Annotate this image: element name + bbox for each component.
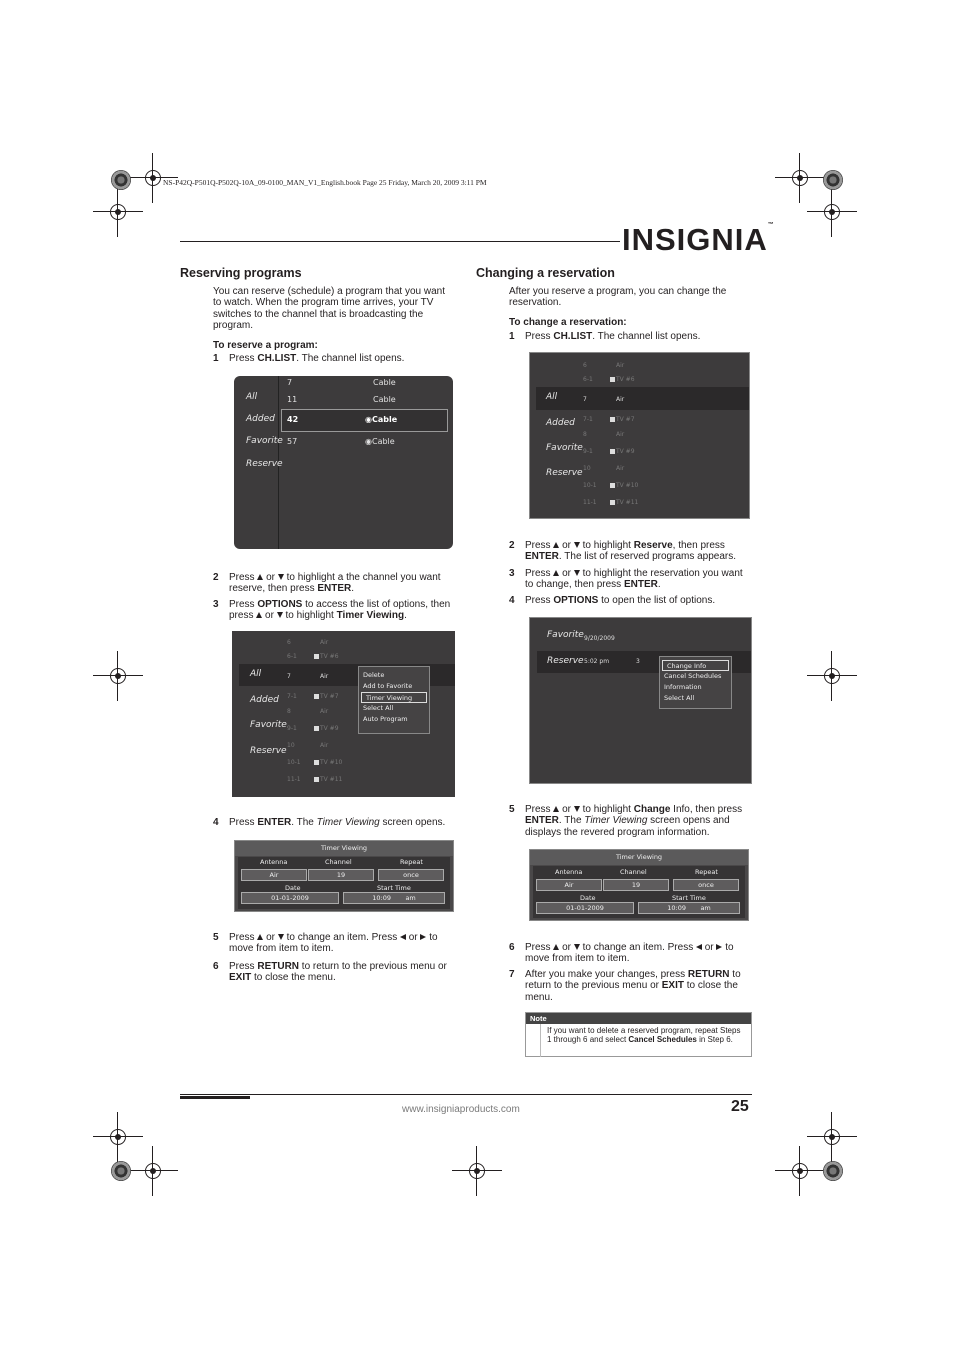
category-favorite: Favorite <box>250 720 287 730</box>
category-reserve: Reserve <box>246 459 283 469</box>
channel-type: TV #9 <box>610 448 635 455</box>
channel-type: TV #11 <box>610 499 638 506</box>
category-all: All <box>246 392 258 402</box>
channel-number: 7 <box>287 378 293 387</box>
menu-item-timer-viewing[interactable]: Timer Viewing <box>361 692 427 703</box>
channel-type: TV #10 <box>314 759 342 766</box>
registration-mark <box>462 1156 492 1186</box>
timer-title: Timer Viewing <box>530 850 748 865</box>
subheading: To change a reservation: <box>509 317 627 328</box>
date-label: Date <box>580 894 596 902</box>
color-target <box>823 170 843 190</box>
category-favorite: Favorite <box>246 436 283 446</box>
registration-mark <box>817 661 847 691</box>
channel-label: Channel <box>620 868 647 876</box>
channel-number: 6 <box>287 639 291 646</box>
channel-type: Air <box>320 639 329 646</box>
channel-type: Air <box>320 742 329 749</box>
channel-number: 6 <box>583 362 587 369</box>
channel-type: ◉Cable <box>365 437 395 446</box>
category-reserve: Reserve <box>547 656 584 666</box>
menu-item-select-all[interactable]: Select All <box>664 694 695 702</box>
start-time-label: Start Time <box>377 884 411 892</box>
note-label: Note <box>526 1013 751 1024</box>
start-time-field[interactable]: 10:09 am <box>343 892 445 904</box>
channel-number: 11 <box>287 395 298 404</box>
channel-number: 6-1 <box>287 653 297 660</box>
start-time-label: Start Time <box>672 894 706 902</box>
channel-type: TV #10 <box>610 482 638 489</box>
channel-field[interactable]: 19 <box>603 879 669 891</box>
website-url: www.insigniaproducts.com <box>402 1104 520 1115</box>
channel-number: 10 <box>287 742 295 749</box>
color-target <box>823 1161 843 1181</box>
category-added: Added <box>546 418 575 428</box>
note-box <box>525 1012 752 1057</box>
channel-number: 7 <box>583 396 587 403</box>
channel-number: 9-1 <box>583 448 593 455</box>
channel-type: TV #11 <box>314 776 342 783</box>
channel-number: 8 <box>287 708 291 715</box>
menu-item-select-all[interactable]: Select All <box>363 704 394 712</box>
registration-mark <box>103 197 133 227</box>
options-popup <box>358 666 430 734</box>
repeat-field[interactable]: once <box>378 869 444 881</box>
channel-type: Cable <box>373 395 396 404</box>
timer-viewing-screen <box>529 849 749 921</box>
section-heading-reserving: Reserving programs <box>180 266 302 280</box>
print-header: NS-P42Q-P501Q-P502Q-10A_09-0100_MAN_V1_English.book Page 25 Friday, March 20, 2009 3:11 PM <box>163 178 487 187</box>
category-reserve: Reserve <box>546 468 583 478</box>
channel-number: 7-1 <box>583 416 593 423</box>
menu-item-information[interactable]: Information <box>664 683 702 691</box>
category-added: Added <box>250 695 279 705</box>
channel-type: TV #6 <box>314 653 339 660</box>
timer-title: Timer Viewing <box>235 841 453 856</box>
channel-number: 42 <box>287 415 299 424</box>
channel-number: 8 <box>583 431 587 438</box>
category-all: All <box>546 392 558 402</box>
date-field[interactable]: 01-01-2009 <box>241 892 339 904</box>
channel-type: Air <box>320 708 329 715</box>
options-menu-screen <box>232 631 455 797</box>
channel-number: 7-1 <box>287 693 297 700</box>
antenna-label: Antenna <box>555 868 583 876</box>
registration-mark <box>785 163 815 193</box>
antenna-label: Antenna <box>260 858 288 866</box>
channel-number: 10-1 <box>583 482 597 489</box>
repeat-label: Repeat <box>400 858 423 866</box>
channel-type: TV #7 <box>610 416 635 423</box>
reservation-time: 5:02 pm <box>584 658 610 665</box>
date-label: Date <box>285 884 301 892</box>
menu-item-change-info[interactable]: Change Info <box>662 660 729 671</box>
channel-type: TV #9 <box>314 725 339 732</box>
note-text: If you want to delete a reserved program, repeat Steps 1 through 6 and select Cancel Schedules in Step 6. <box>547 1026 741 1045</box>
insignia-logo: INSIGNIA™ <box>622 222 775 257</box>
channel-type: Air <box>320 673 329 680</box>
timer-viewing-screen <box>234 840 454 912</box>
registration-mark <box>817 1122 847 1152</box>
channel-label: Channel <box>325 858 352 866</box>
section-heading-changing: Changing a reservation <box>476 266 615 280</box>
channel-number: 11-1 <box>287 776 301 783</box>
antenna-field[interactable]: Air <box>241 869 307 881</box>
page-number: 25 <box>731 1098 749 1115</box>
intro-paragraph: You can reserve (schedule) a program that you want to watch. When the program time arrives, your TV switches to the channel that is broadcasting the program. <box>213 286 445 331</box>
channel-type: ◉Cable <box>365 415 398 424</box>
channel-number: 9-1 <box>287 725 297 732</box>
header-rule <box>180 241 620 242</box>
channel-type: Air <box>616 362 625 369</box>
menu-item-auto-program[interactable]: Auto Program <box>363 715 408 723</box>
menu-item-cancel-schedules[interactable]: Cancel Schedules <box>664 672 722 680</box>
menu-item-delete[interactable]: Delete <box>363 671 385 679</box>
channel-number: 6-1 <box>583 376 593 383</box>
registration-mark <box>103 1122 133 1152</box>
repeat-label: Repeat <box>695 868 718 876</box>
channel-type: TV #7 <box>314 693 339 700</box>
subheading: To reserve a program: <box>213 340 318 351</box>
options-popup <box>659 656 732 709</box>
antenna-field[interactable]: Air <box>536 879 602 891</box>
footer-rule <box>180 1094 752 1095</box>
channel-number: 10 <box>583 465 591 472</box>
channel-type: Air <box>616 465 625 472</box>
reservation-date: 9/20/2009 <box>584 635 615 642</box>
color-target <box>111 1161 131 1181</box>
start-time-field[interactable]: 10:09 am <box>638 902 740 914</box>
intro-paragraph: After you reserve a program, you can change the reservation. <box>509 286 727 309</box>
reserved-programs-screen <box>529 617 752 784</box>
channel-number: 11-1 <box>583 499 597 506</box>
registration-mark <box>785 1156 815 1186</box>
channel-list-screen <box>529 352 750 519</box>
channel-number: 7 <box>287 673 291 680</box>
channel-number: 10-1 <box>287 759 301 766</box>
registration-mark <box>817 197 847 227</box>
channel-list-screen <box>234 376 453 549</box>
date-field[interactable]: 01-01-2009 <box>536 902 634 914</box>
category-favorite: Favorite <box>546 443 583 453</box>
reservation-channel: 3 <box>636 658 640 665</box>
channel-type: Air <box>616 396 625 403</box>
channel-field[interactable]: 19 <box>308 869 374 881</box>
channel-number: 57 <box>287 437 298 446</box>
repeat-field[interactable]: once <box>673 879 739 891</box>
menu-item-add-favorite[interactable]: Add to Favorite <box>363 682 413 690</box>
channel-type: TV #6 <box>610 376 635 383</box>
color-target <box>111 170 131 190</box>
registration-mark <box>138 1156 168 1186</box>
category-added: Added <box>246 414 275 424</box>
channel-type: Cable <box>373 378 396 387</box>
category-favorite: Favorite <box>547 630 584 640</box>
registration-mark <box>103 661 133 691</box>
channel-type: Air <box>616 431 625 438</box>
category-reserve: Reserve <box>250 746 287 756</box>
category-all: All <box>250 669 262 679</box>
footer-rule-accent <box>180 1096 250 1099</box>
